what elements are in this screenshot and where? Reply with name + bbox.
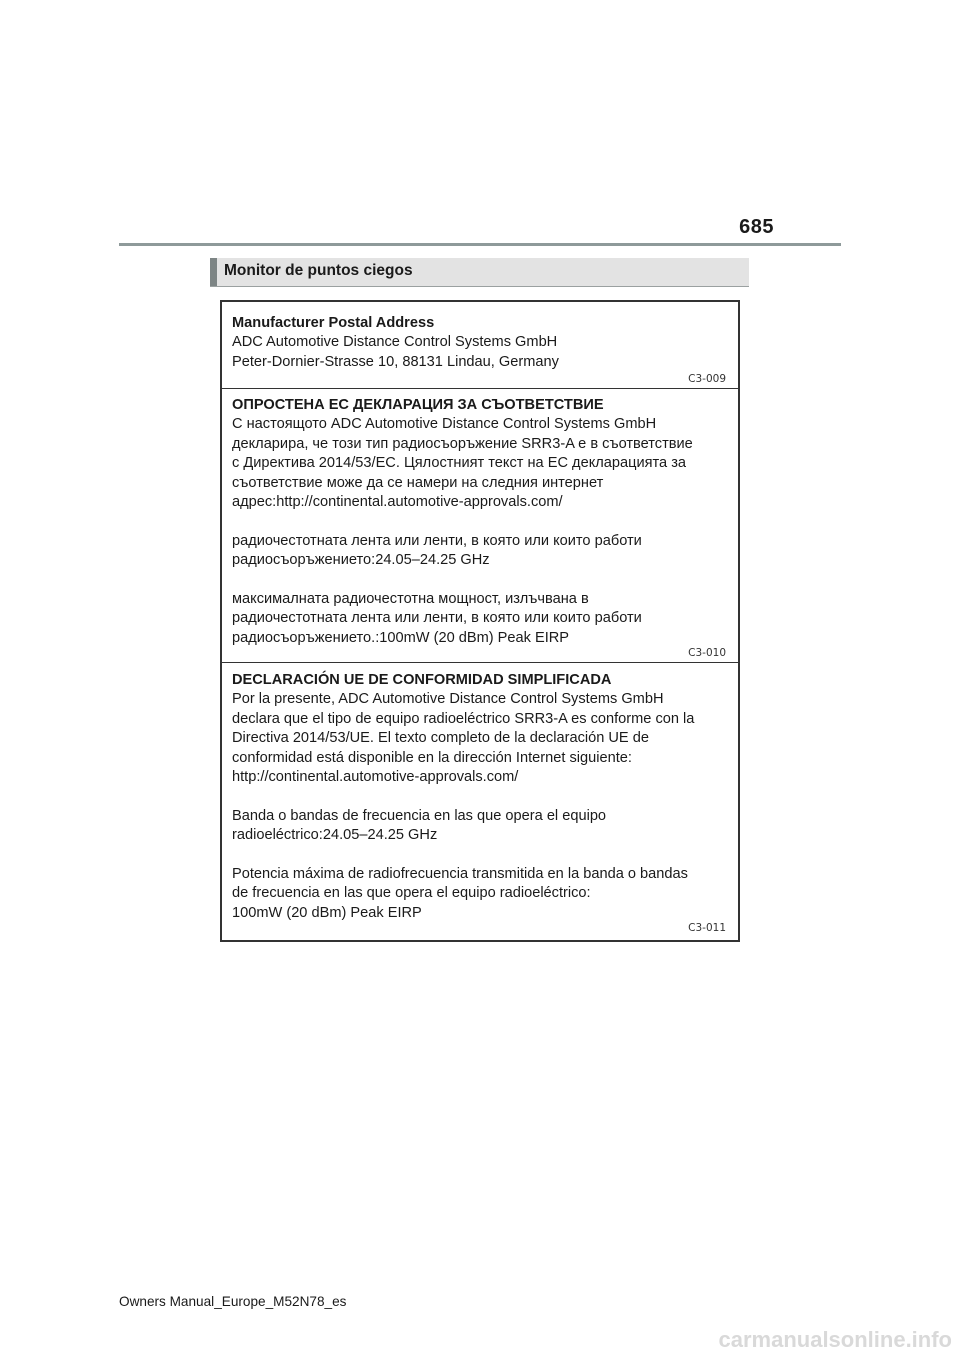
text-line: declara que el tipo de equipo radioeléctrico SRR3-A es conforme con la	[232, 710, 695, 727]
block-code: C3-010	[688, 647, 726, 659]
block-code: C3-011	[688, 922, 726, 934]
watermark: carmanualsonline.info	[718, 1327, 952, 1352]
footer-manual-id: Owners Manual_Europe_M52N78_es	[119, 1294, 347, 1309]
manufacturer-address-block	[222, 302, 738, 389]
header-rule	[119, 243, 841, 246]
text-line: съответствие може да се намери на следния интернет	[232, 474, 604, 491]
text-line: радиочестотната лента или ленти, в която или които работи	[232, 532, 642, 549]
text-line: ADC Automotive Distance Control Systems GmbH	[232, 334, 558, 351]
page-number: 685	[739, 216, 774, 238]
spanish-declaration-block	[222, 663, 738, 942]
manufacturer-heading: Manufacturer Postal Address	[232, 315, 435, 331]
text-line: de frecuencia en las que opera el equipo radioeléctrico:	[232, 885, 591, 902]
text-line: Directiva 2014/53/UE. El texto completo de la declaración UE de	[232, 730, 649, 747]
text-line: радиочестотната лента или ленти, в която или които работи	[232, 610, 642, 627]
text-line: адрес:http://continental.automotive-approvals.com/	[232, 494, 563, 511]
text-line: максималната радиочестотна мощност, излъчвана в	[232, 591, 589, 608]
section-title: Monitor de puntos ciegos	[224, 262, 413, 279]
text-line: conformidad está disponible en la dirección Internet siguiente:	[232, 749, 632, 766]
text-line: радиосъоръжението:24.05–24.25 GHz	[232, 552, 490, 569]
block-code: C3-009	[688, 373, 726, 385]
text-line: Peter-Dornier-Strasse 10, 88131 Lindau, Germany	[232, 353, 559, 370]
text-line: Banda o bandas de frecuencia en las que opera el equipo	[232, 807, 607, 824]
text-line: http://continental.automotive-approvals.com/	[232, 769, 519, 786]
certification-box	[220, 300, 740, 942]
section-header-bar	[210, 258, 749, 287]
text-line: С настоящото ADC Automotive Distance Control Systems GmbH	[232, 416, 657, 433]
bulgarian-heading: ОПРОСТЕНА ЕС ДЕКЛАРАЦИЯ ЗА СЪОТВЕТСТВИЕ	[232, 397, 604, 413]
section-bar-accent	[210, 258, 217, 286]
spanish-heading: DECLARACIÓN UE DE CONFORMIDAD SIMPLIFICADA	[232, 672, 612, 688]
bulgarian-declaration-block	[222, 389, 738, 663]
text-line: Potencia máxima de radiofrecuencia transmitida en la banda o bandas	[232, 866, 688, 883]
text-line: декларира, че този тип радиосъоръжение SRR3-A е в съответствие	[232, 435, 693, 452]
text-line: Por la presente, ADC Automotive Distance Control Systems GmbH	[232, 691, 664, 708]
text-line: с Директива 2014/53/ЕС. Цялостният текст на ЕС декларацията за	[232, 455, 687, 472]
text-line: radioeléctrico:24.05–24.25 GHz	[232, 827, 438, 844]
text-line: радиосъоръжението.:100mW (20 dBm) Peak EIRP	[232, 629, 570, 646]
text-line: 100mW (20 dBm) Peak EIRP	[232, 904, 422, 921]
